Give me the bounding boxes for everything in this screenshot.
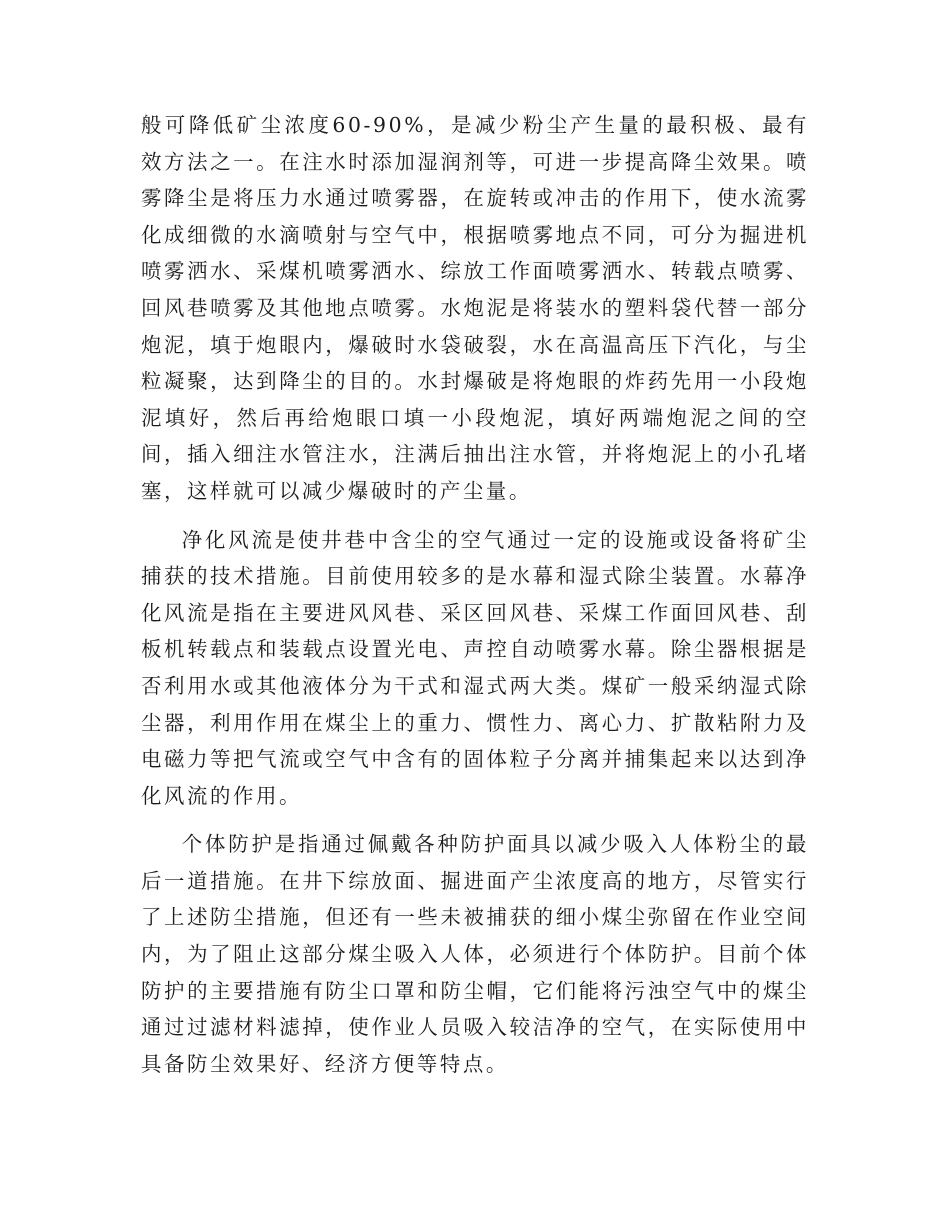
document-body bbox=[141, 107, 809, 1082]
paragraph-dust-suppression-methods: 般可降低矿尘浓度60-90%，是减少粉尘产生量的最积极、最有效方法之一。在注水时添加湿润剂等，可进一步提高降尘效果。喷雾降尘是将压力水通过喷雾器，在旋转或冲击的作用下，使水流雾化成细微的水滴喷射与空气中，根据喷雾地点不同，可分为掘进机喷雾洒水、采煤机喷雾洒水、综放工作面喷雾洒水、转载点喷雾、回风巷喷雾及其他地点喷雾。水炮泥是将装水的塑料袋代替一部分炮泥，填于炮眼内，爆破时水袋破裂，水在高温高压下汽化，与尘粒凝聚，达到降尘的目的。水封爆破是将炮眼的炸药先用一小段炮泥填好，然后再给炮眼口填一小段炮泥，填好两端炮泥之间的空间，插入细注水管注水，注满后抽出注水管，并将炮泥上的小孔堵塞，这样就可以减少爆破时的产尘量。 bbox=[141, 113, 809, 503]
paragraph-airflow-purification: 净化风流是使井巷中含尘的空气通过一定的设施或设备将矿尘捕获的技术措施。目前使用较多的是水幕和湿式除尘装置。水幕净化风流是指在主要进风风巷、采区回风巷、采煤工作面回风巷、刮板机转载点和装载点设置光电、声控自动喷雾水幕。除尘器根据是否利用水或其他液体分为干式和湿式两大类。煤矿一般采纳湿式除尘器，利用作用在煤尘上的重力、惯性力、离心力、扩散粘附力及电磁力等把气流或空气中含有的固体粒子分离并捕集起来以达到净化风流的作用。 bbox=[141, 527, 809, 808]
paragraph-personal-protection: 个体防护是指通过佩戴各种防护面具以减少吸入人体粉尘的最后一道措施。在井下综放面、掘进面产尘浓度高的地方，尽管实行了上述防尘措施，但还有一些未被捕获的细小煤尘弥留在作业空间内，为了阻止这部分煤尘吸入人体，必须进行个体防护。目前个体防护的主要措施有防尘口罩和防尘帽，它们能将污浊空气中的煤尘通过过滤材料滤掉，使作业人员吸入较洁净的空气，在实际使用中具备防尘效果好、经济方便等特点。 bbox=[141, 832, 809, 1076]
